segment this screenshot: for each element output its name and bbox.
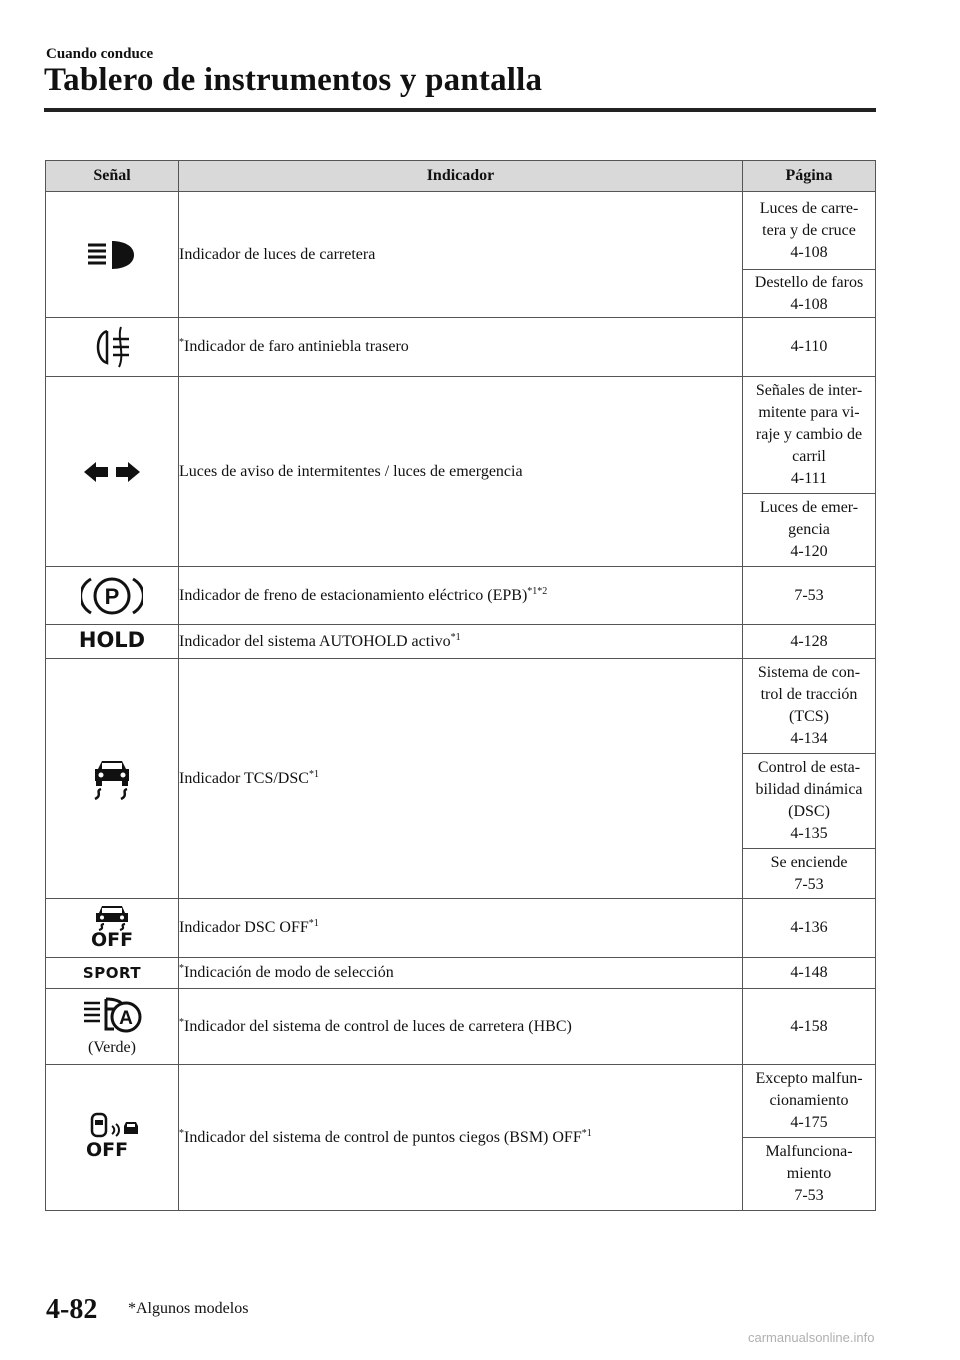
signal-cell [46, 958, 179, 989]
indicator-cell: Indicador de freno de estacionamiento eléctrico (EPB)$^{*1*2}$ [179, 567, 743, 625]
table-row [46, 567, 876, 625]
signal-cell [46, 625, 179, 659]
indicator-cell: Luces de aviso de intermitentes / luces de emergencia [179, 377, 743, 567]
table-row [46, 318, 876, 377]
page-cell: 4-148 [743, 958, 876, 989]
hbc-icon [80, 995, 144, 1035]
footnote: *Algunos modelos [128, 1300, 249, 1317]
parking-brake-icon [81, 573, 143, 619]
signal-cell [46, 192, 179, 318]
signal-cell [46, 989, 179, 1065]
indicator-cell: Indicador del sistema AUTOHOLD activo$^{*1}$ [179, 625, 743, 659]
page-cell: Excepto malfun- cionamiento 4-175 [743, 1065, 876, 1138]
table-row [46, 1065, 876, 1138]
sport-icon: SPORT [82, 963, 142, 982]
table-row [46, 192, 876, 270]
bsm-off-icon: OFF [86, 1139, 129, 1161]
page-title: Tablero de instrumentos y pantalla [44, 62, 543, 98]
signal-cell [46, 377, 179, 567]
page-cell: 4-136 [743, 899, 876, 958]
column-header-signal: Señal [46, 161, 179, 192]
page-cell: 4-110 [743, 318, 876, 377]
signal-cell [46, 318, 179, 377]
page-cell: Luces de emer- gencia 4-120 [743, 494, 876, 567]
indicator-cell: *Indicador de faro antiniebla trasero [179, 318, 743, 377]
table-row [46, 625, 876, 659]
page-cell: Se enciende 7-53 [743, 849, 876, 899]
column-header-page: Página [743, 161, 876, 192]
icon-caption-verde: (Verde) [88, 1038, 136, 1056]
title-rule [44, 108, 876, 112]
signal-cell [46, 1065, 179, 1211]
bsm-car-icon [82, 1112, 142, 1140]
page-number: 4-82 [46, 1294, 98, 1325]
indicator-cell: *Indicador del sistema de control de puntos ciegos (BSM) OFF$^{*1}$ [179, 1065, 743, 1211]
svg-text:A: A [119, 1007, 133, 1029]
indicator-cell: Indicador TCS/DSC$^{*1}$ [179, 659, 743, 899]
page-cell: 4-158 [743, 989, 876, 1065]
table-row [46, 899, 876, 958]
indicator-cell: *Indicador del sistema de control de luces de carretera (HBC) [179, 989, 743, 1065]
table-row [46, 958, 876, 989]
signal-cell [46, 567, 179, 625]
page-cell: Destello de faros 4-108 [743, 270, 876, 318]
signal-cell [46, 659, 179, 899]
page-cell: Luces de carre- tera y de cruce 4-108 [743, 192, 876, 270]
page-cell: 7-53 [743, 567, 876, 625]
page-cell: Señales de inter- mitente para vi- raje y cambio de carril 4-111 [743, 377, 876, 494]
dsc-off-car-icon [91, 903, 133, 931]
svg-text:P: P [104, 583, 120, 609]
turn-signal-arrows-icon [82, 459, 142, 485]
high-beam-icon [82, 238, 142, 272]
indicator-cell: Indicador de luces de carretera [179, 192, 743, 318]
hold-icon: HOLD [78, 628, 146, 652]
indicator-cell: *Indicación de modo de selección [179, 958, 743, 989]
table-row [46, 659, 876, 754]
column-header-indicator: Indicador [179, 161, 743, 192]
page-cell: Sistema de con- trol de tracción (TCS) 4-134 [743, 659, 876, 754]
signal-cell [46, 899, 179, 958]
indicator-table [45, 160, 876, 1211]
table-row [46, 377, 876, 494]
indicator-cell: Indicador DSC OFF$^{*1}$ [179, 899, 743, 958]
tcs-dsc-icon [89, 757, 135, 801]
table-row [46, 989, 876, 1065]
page-cell: Control de esta- bilidad dinámica (DSC) 4-135 [743, 754, 876, 849]
watermark: carmanualsonline.info [748, 1330, 875, 1345]
section-label: Cuando conduce [46, 46, 154, 62]
rear-fog-icon [85, 325, 139, 369]
page-cell: Malfunciona- miento 7-53 [743, 1138, 876, 1211]
dsc-off-icon: OFF [90, 929, 134, 951]
page-cell: 4-128 [743, 625, 876, 659]
table-header-row [46, 161, 876, 192]
